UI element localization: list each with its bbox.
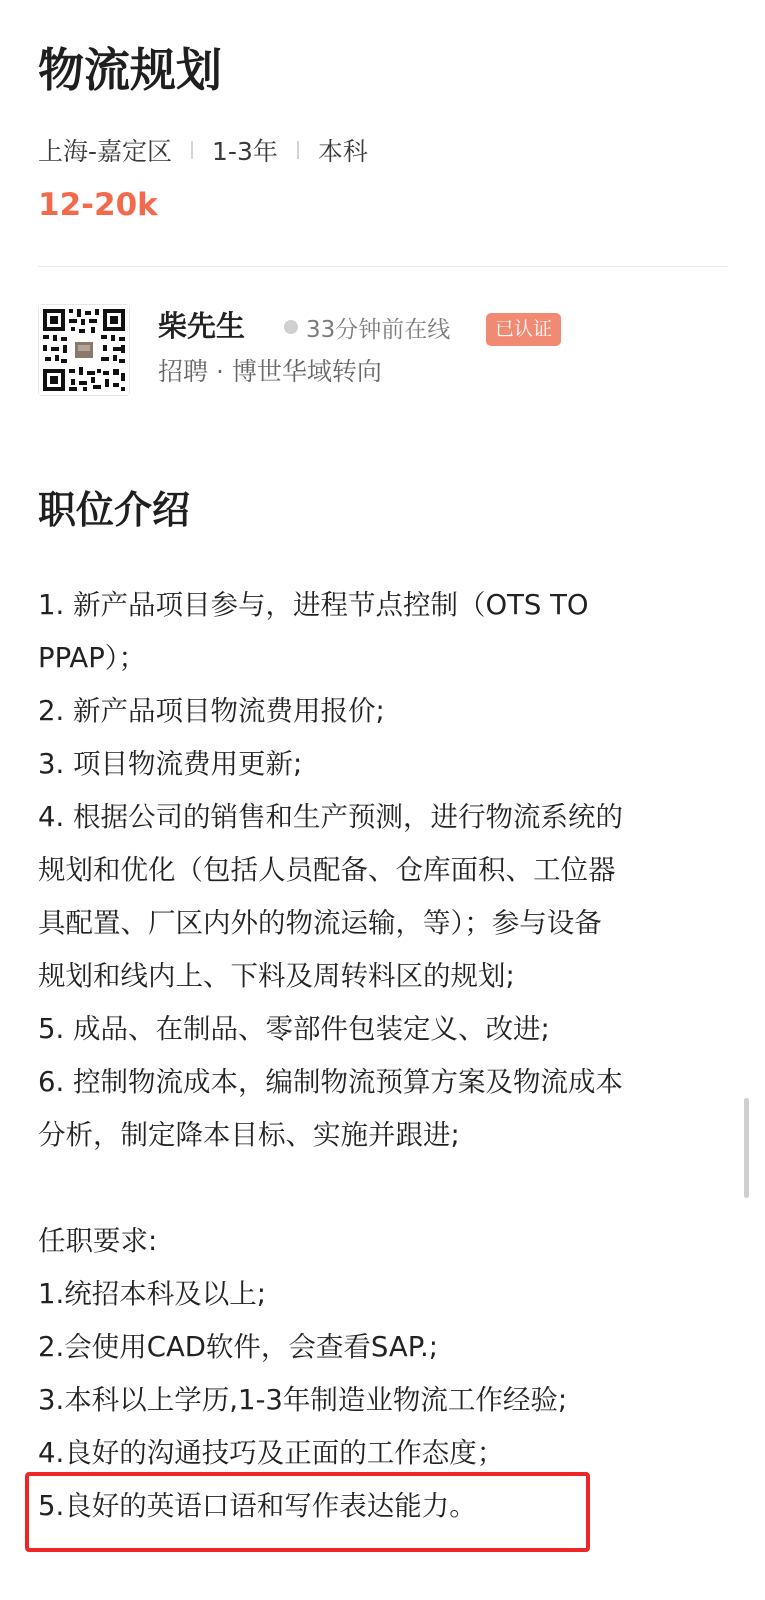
job-meta [38, 130, 368, 170]
qr-code-graphic [39, 305, 129, 395]
section-title-job-intro: 职位介绍 [38, 488, 191, 532]
qr-code-icon[interactable] [38, 304, 130, 396]
job-education: 本科 [317, 137, 368, 166]
description-line: 1. 新产品项目参与，进程节点控制（OTS TO [38, 589, 589, 621]
recruiter-company[interactable]: 招聘 · 博世华域转向 [158, 357, 382, 386]
requirement-line: 3.本科以上学历,1-3年制造业物流工作经验; [38, 1384, 568, 1416]
job-title: 物流规划 [38, 43, 222, 97]
requirements-heading: 任职要求: [38, 1225, 158, 1257]
description-line: 3. 项目物流费用更新; [38, 748, 303, 780]
online-status-text: 33分钟前在线 [306, 316, 451, 343]
blank-line [38, 1162, 718, 1215]
description-line: 2. 新产品项目物流费用报价; [38, 695, 385, 727]
description-line: 具配置、厂区内外的物流运输，等）；参与设备 [38, 907, 602, 939]
job-experience: 1-3年 [212, 137, 278, 166]
description-line: PPAP）； [38, 642, 147, 674]
description-line: 规划和线内上、下料及周转料区的规划; [38, 960, 515, 992]
recruiter-name: 柴先生 [158, 309, 246, 343]
job-description [38, 579, 718, 1533]
description-line: 5. 成品、在制品、零部件包装定义、改进; [38, 1013, 550, 1045]
requirement-line: 1.统招本科及以上; [38, 1278, 267, 1310]
description-line: 规划和优化（包括人员配备、仓库面积、工位器 [38, 854, 616, 886]
description-line: 6. 控制物流成本，编制物流预算方案及物流成本 [38, 1066, 623, 1098]
requirement-line: 4.良好的沟通技巧及正面的工作态度； [38, 1437, 505, 1469]
meta-separator [297, 141, 299, 159]
verified-badge: 已认证 [486, 313, 561, 346]
scrollbar[interactable] [744, 1098, 749, 1198]
description-line: 4. 根据公司的销售和生产预测，进行物流系统的 [38, 801, 623, 833]
description-line: 分析，制定降本目标、实施并跟进; [38, 1119, 460, 1151]
requirement-line: 2.会使用CAD软件，会查看SAP.; [38, 1331, 439, 1363]
highlight-box [25, 1472, 590, 1552]
job-salary: 12-20k [38, 187, 158, 223]
online-status [284, 312, 450, 342]
job-location: 上海-嘉定区 [38, 137, 173, 166]
requirement-line: 5.良好的英语口语和写作表达能力。 [38, 1490, 477, 1522]
online-dot-icon [284, 320, 298, 334]
header-divider [38, 266, 728, 267]
meta-separator [191, 141, 193, 159]
